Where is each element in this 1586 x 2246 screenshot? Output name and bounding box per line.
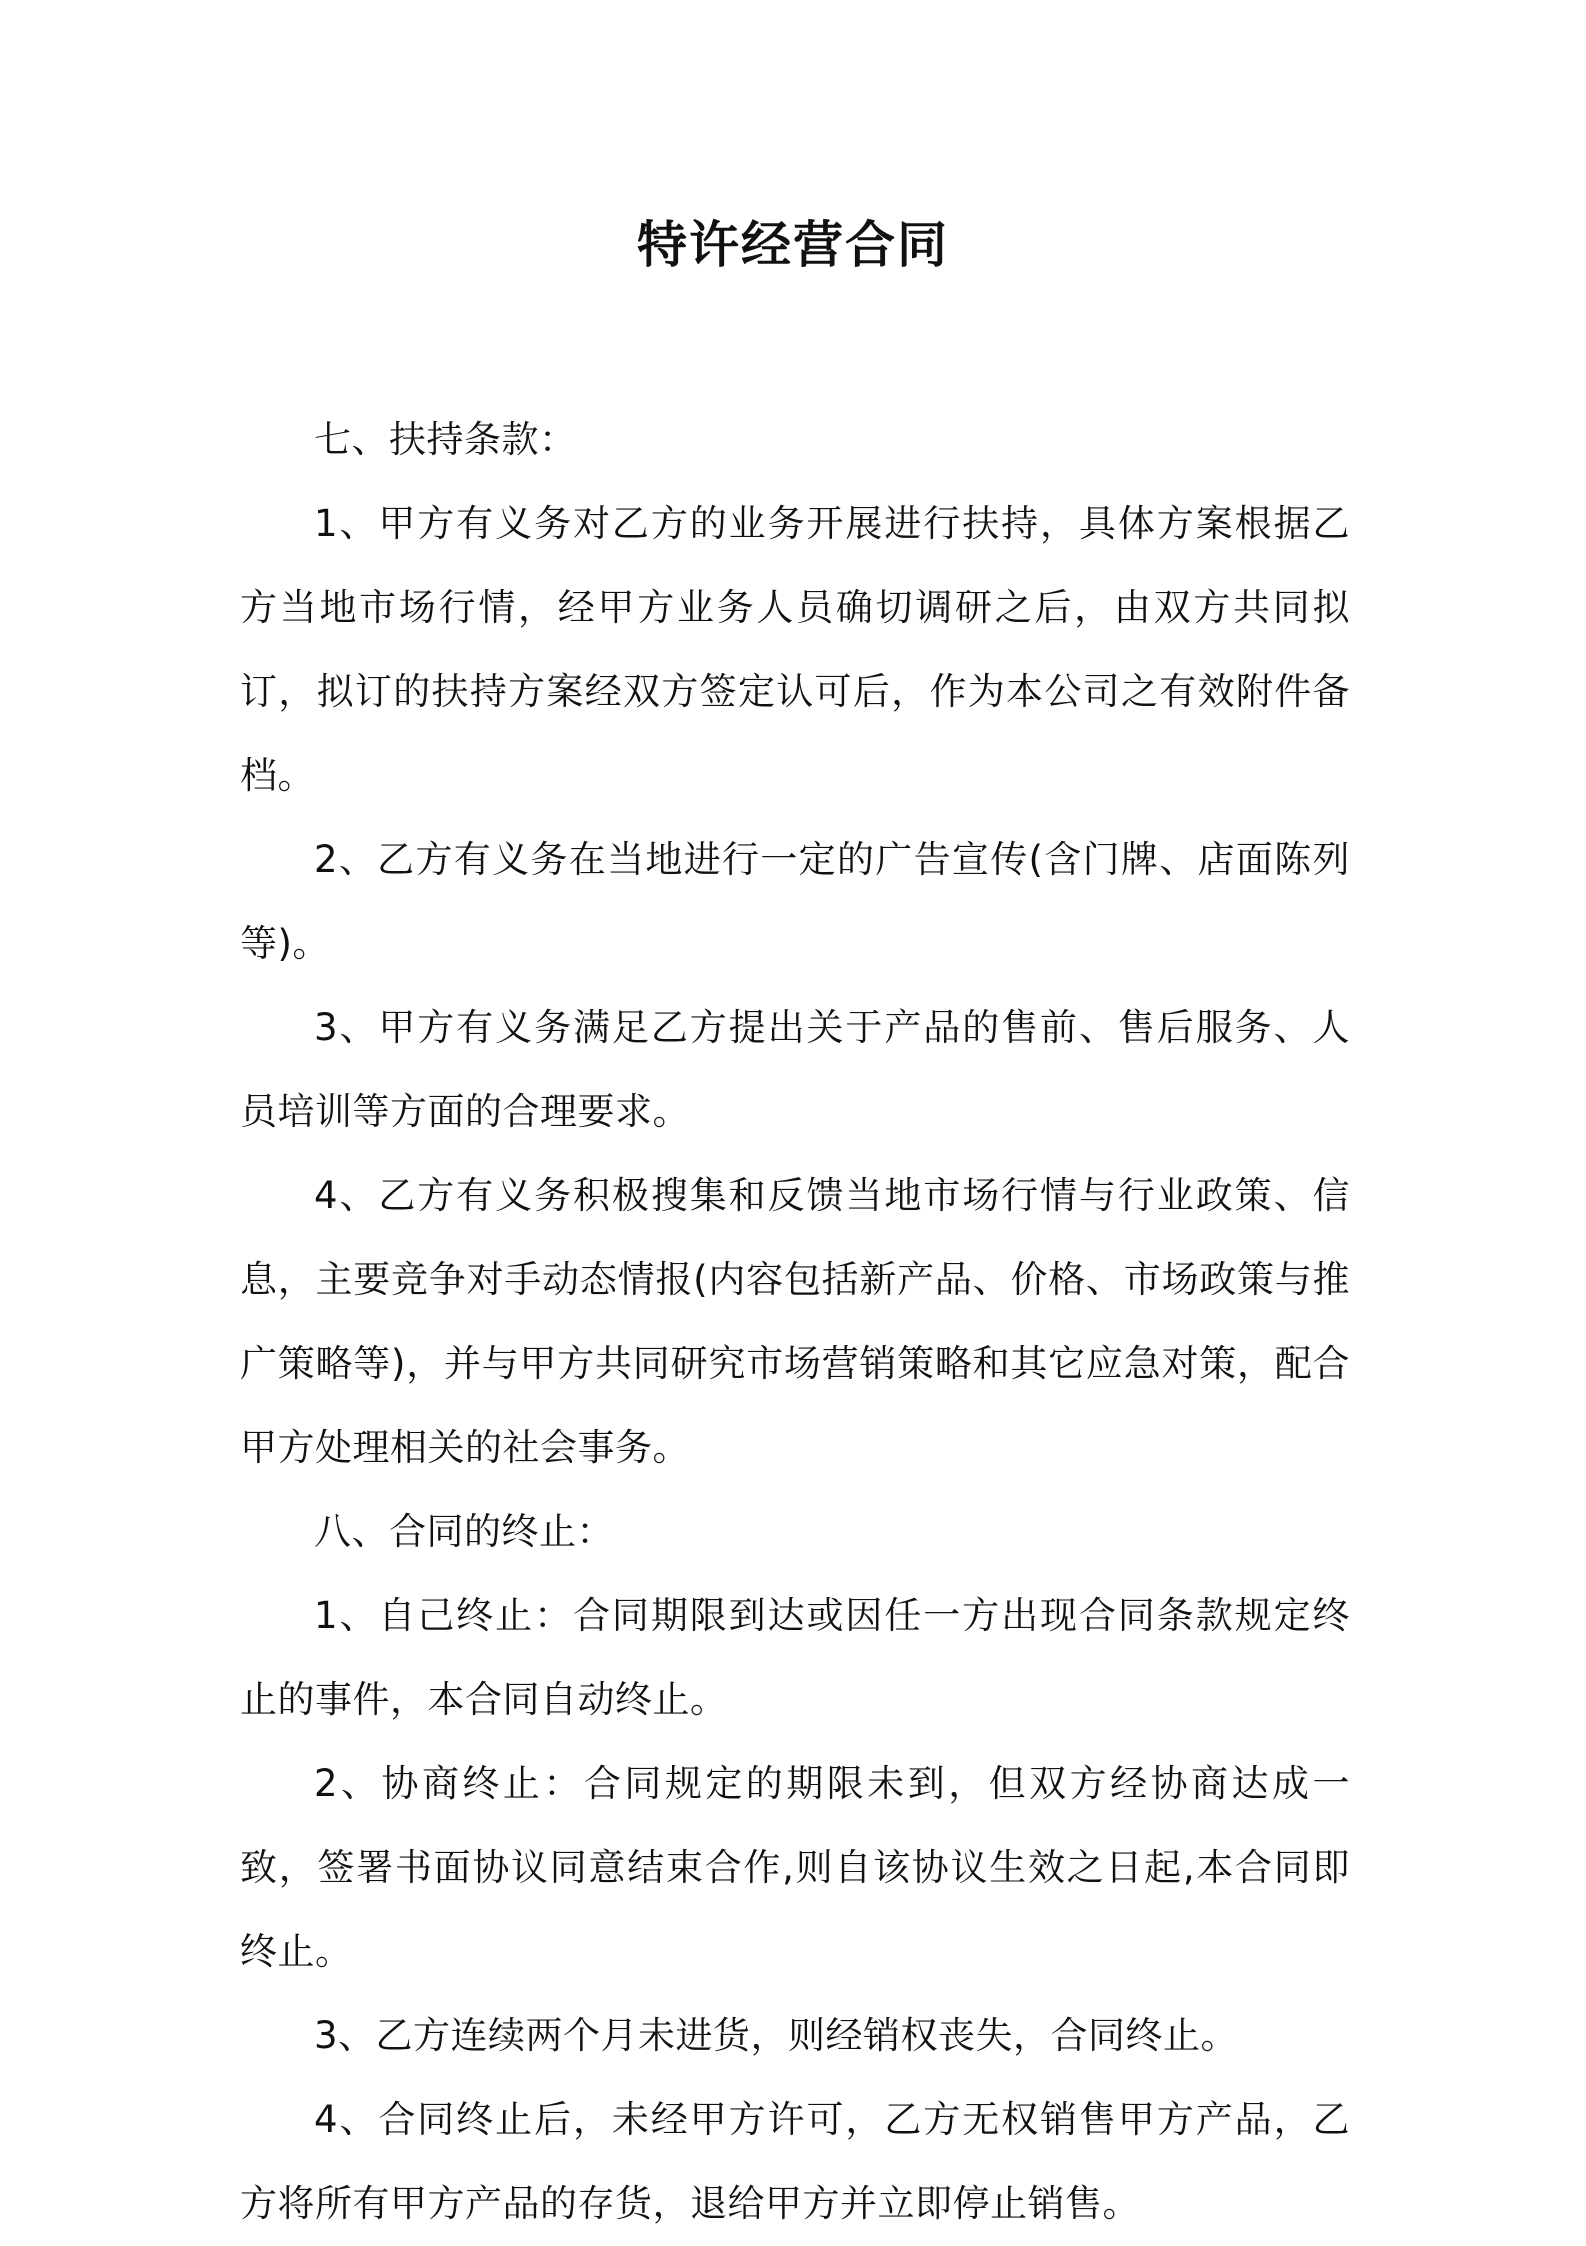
clause-support-2: 2、乙方有义务在当地进行一定的广告宣传(含门牌、店面陈列等)。 [240,838,1350,965]
clause-termination-3: 3、乙方连续两个月未进货，则经销权丧失，合同终止。 [314,2014,1239,2057]
document-body [240,398,1350,2246]
clause-support-3: 3、甲方有义务满足乙方提出关于产品的售前、售后服务、人员培训等方面的合理要求。 [240,1006,1350,1133]
clause-support-4: 4、乙方有义务积极搜集和反馈当地市场行情与行业政策、信息，主要竞争对手动态情报(内容包括新产品、价格、市场政策与推广策略等)，并与甲方共同研究市场营销策略和其它应急对策，配合甲方处理相关的社会事务。 [240,1174,1350,1469]
clause-termination-1: 1、自己终止：合同期限到达或因任一方出现合同条款规定终止的事件，本合同自动终止。 [240,1594,1350,1721]
clause-termination-4: 4、合同终止后，未经甲方许可，乙方无权销售甲方产品，乙方将所有甲方产品的存货，退给甲方并立即停止销售。 [240,2098,1350,2225]
clause-termination-2: 2、协商终止：合同规定的期限未到，但双方经协商达成一致，签署书面协议同意结束合作,则自该协议生效之日起,本合同即终止。 [240,1762,1350,1973]
section-heading-support: 七、扶持条款： [314,418,577,461]
section-heading-termination: 八、合同的终止： [314,1510,614,1553]
clause-support-1: 1、甲方有义务对乙方的业务开展进行扶持，具体方案根据乙方当地市场行情，经甲方业务人员确切调研之后，由双方共同拟订，拟订的扶持方案经双方签定认可后，作为本公司之有效附件备档。 [240,502,1350,797]
document-title: 特许经营合同 [637,216,949,274]
